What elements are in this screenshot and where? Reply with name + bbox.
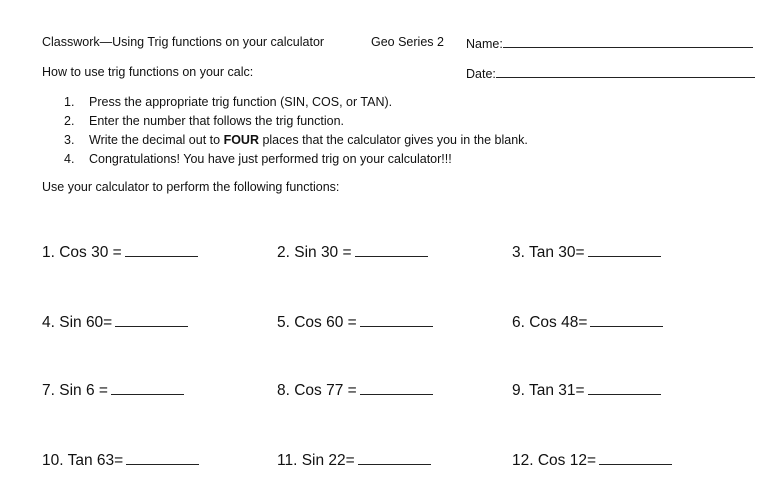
problem-12: 12. Cos 12= [512, 448, 672, 470]
problem-7: 7. Sin 6 = [42, 378, 184, 400]
problem-9: 9. Tan 31= [512, 378, 661, 400]
problem-10: 10. Tan 63= [42, 448, 199, 470]
worksheet-title: Classwork—Using Trig functions on your calculator [42, 35, 325, 49]
problem-6: 6. Cos 48= [512, 310, 663, 332]
step-item: 3. Write the decimal out to FOUR places that the calculator gives you in the blank. [64, 133, 528, 147]
date-label: Date: [466, 67, 496, 81]
answer-blank [588, 378, 661, 395]
step-item: 1. Press the appropriate trig function (SIN, COS, or TAN). [64, 95, 393, 109]
date-field [466, 65, 755, 81]
step-item: 4. Congratulations! You have just performed trig on your calculator!!! [64, 152, 452, 166]
answer-blank [590, 310, 663, 327]
answer-blank [360, 378, 433, 395]
answer-blank [125, 240, 198, 257]
name-label: Name: [466, 37, 503, 51]
step-item: 2. Enter the number that follows the trig function. [64, 114, 344, 128]
answer-blank [355, 240, 428, 257]
name-field [466, 35, 753, 51]
problem-4: 4. Sin 60= [42, 310, 188, 332]
problem-1: 1. Cos 30 = [42, 240, 198, 262]
answer-blank [358, 448, 431, 465]
problem-5: 5. Cos 60 = [277, 310, 433, 332]
series-label: Geo Series 2 [371, 35, 444, 49]
answer-blank [588, 240, 661, 257]
answer-blank [111, 378, 184, 395]
instruction-text: Use your calculator to perform the following functions: [42, 180, 340, 194]
answer-blank [115, 310, 188, 327]
intro-text: How to use trig functions on your calc: [42, 65, 254, 79]
problem-3: 3. Tan 30= [512, 240, 661, 262]
problem-11: 11. Sin 22= [277, 448, 431, 470]
answer-blank [126, 448, 199, 465]
answer-blank [599, 448, 672, 465]
answer-blank [360, 310, 433, 327]
steps-list [64, 93, 528, 169]
problem-2: 2. Sin 30 = [277, 240, 428, 262]
problem-8: 8. Cos 77 = [277, 378, 433, 400]
name-line [503, 35, 753, 48]
date-line [496, 65, 755, 78]
